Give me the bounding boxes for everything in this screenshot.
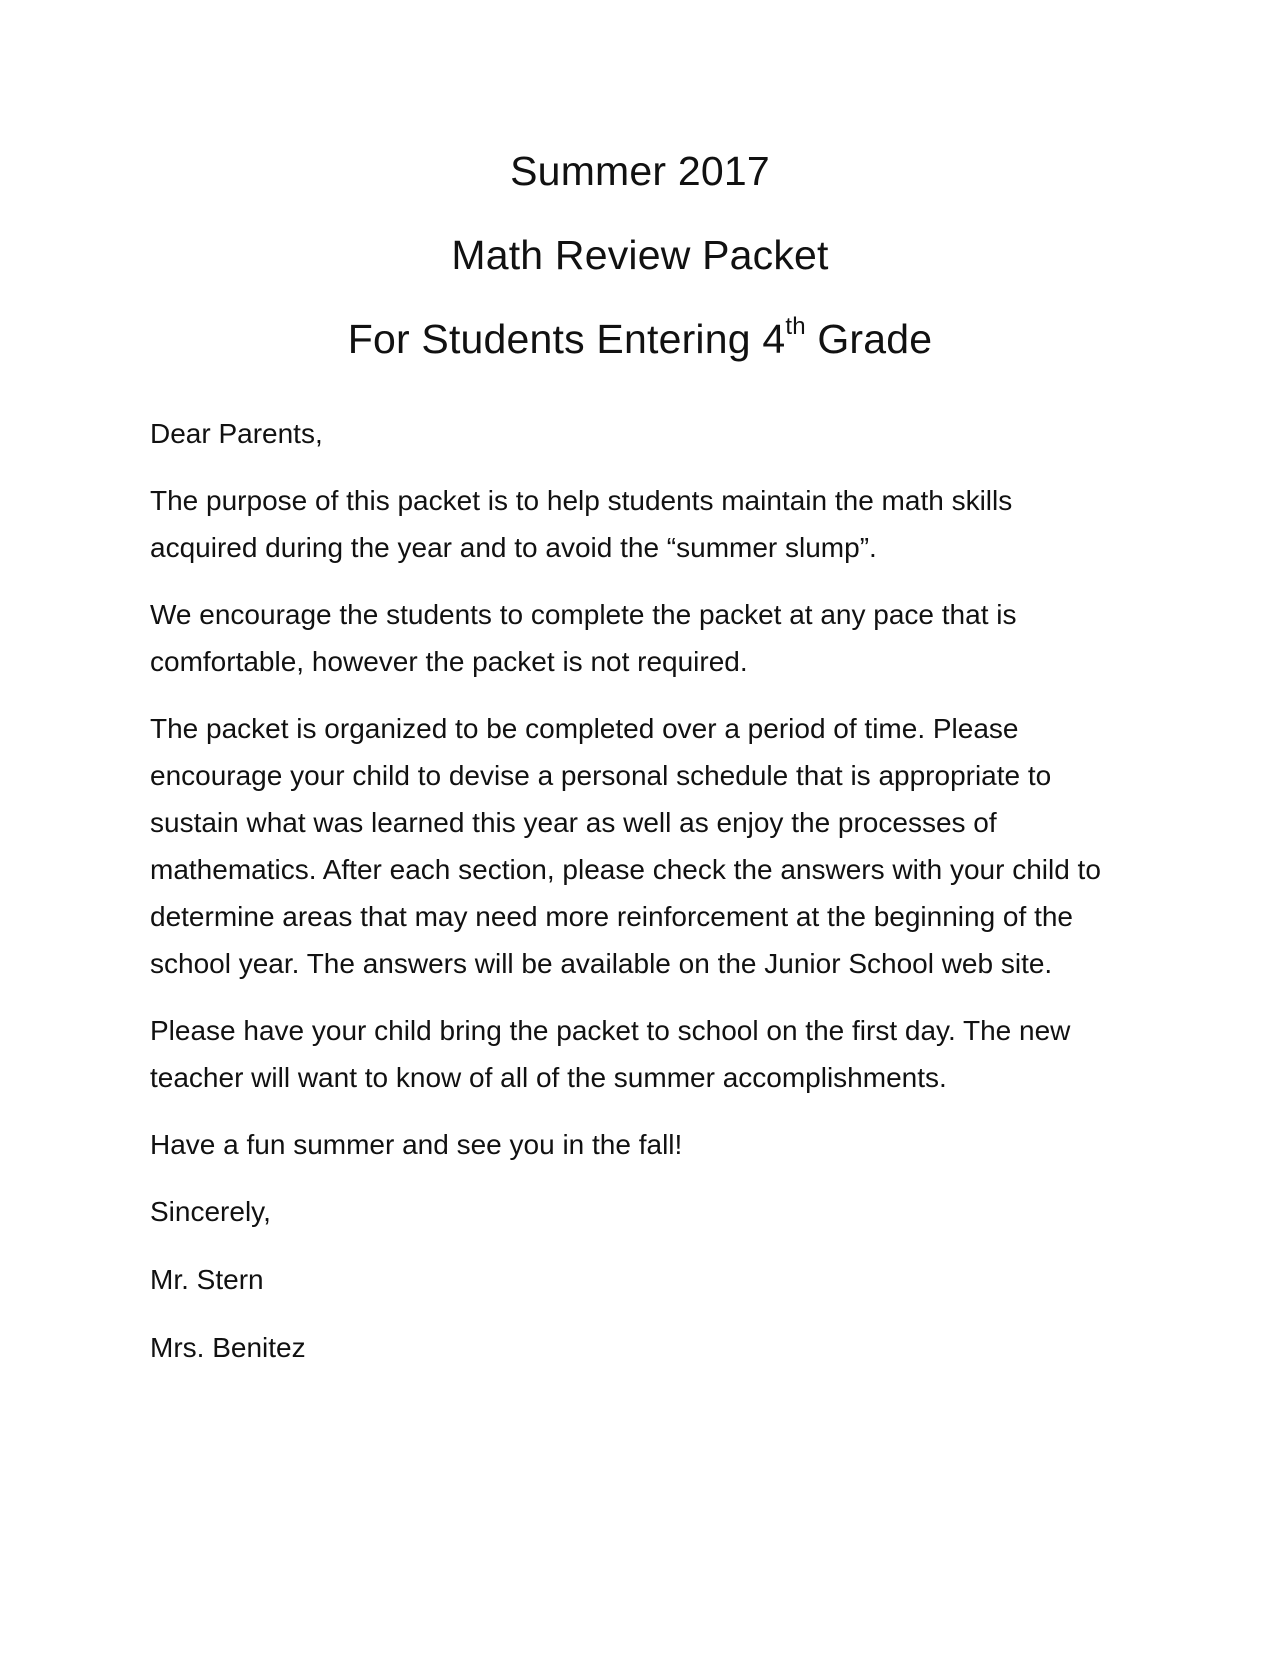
paragraph-purpose: The purpose of this packet is to help students maintain the math skills acquired during the year and to avoid the “summer slump”. [150, 485, 1013, 563]
paragraph-encourage: We encourage the students to complete the packet at any pace that is comfortable, however the packet is not required. [150, 599, 1017, 677]
paragraph-farewell: Have a fun summer and see you in the fall! [150, 1129, 683, 1160]
title-grade-ordinal: th [785, 313, 806, 341]
document-title-block [0, 148, 1280, 400]
salutation: Dear Parents, [150, 418, 323, 449]
paragraph-bring-packet: Please have your child bring the packet to school on the first day. The new teacher will want to know of all of the summer accomplishments. [150, 1015, 1071, 1093]
signer-1: Mr. Stern [150, 1264, 264, 1295]
title-grade-word: Grade [805, 316, 933, 362]
title-grade-text: For Students Entering 4 [347, 316, 786, 362]
title-packet-name: Math Review Packet [451, 232, 829, 278]
title-grade-line [0, 313, 1280, 362]
paragraph-organization: The packet is organized to be completed over a period of time. Please encourage your child to devise a personal schedule that is appropriate to sustain what was learned this year as well as enjoy the processes of mathematics. After each section, please check the answers with your child to determine areas that may need more reinforcement at the beginning of the school year. The answers will be available on the Junior School web site. [150, 713, 1101, 979]
title-season-year: Summer 2017 [510, 148, 770, 194]
letter-body [150, 410, 1110, 1392]
signer-2: Mrs. Benitez [150, 1332, 306, 1363]
closing: Sincerely, [150, 1196, 271, 1227]
